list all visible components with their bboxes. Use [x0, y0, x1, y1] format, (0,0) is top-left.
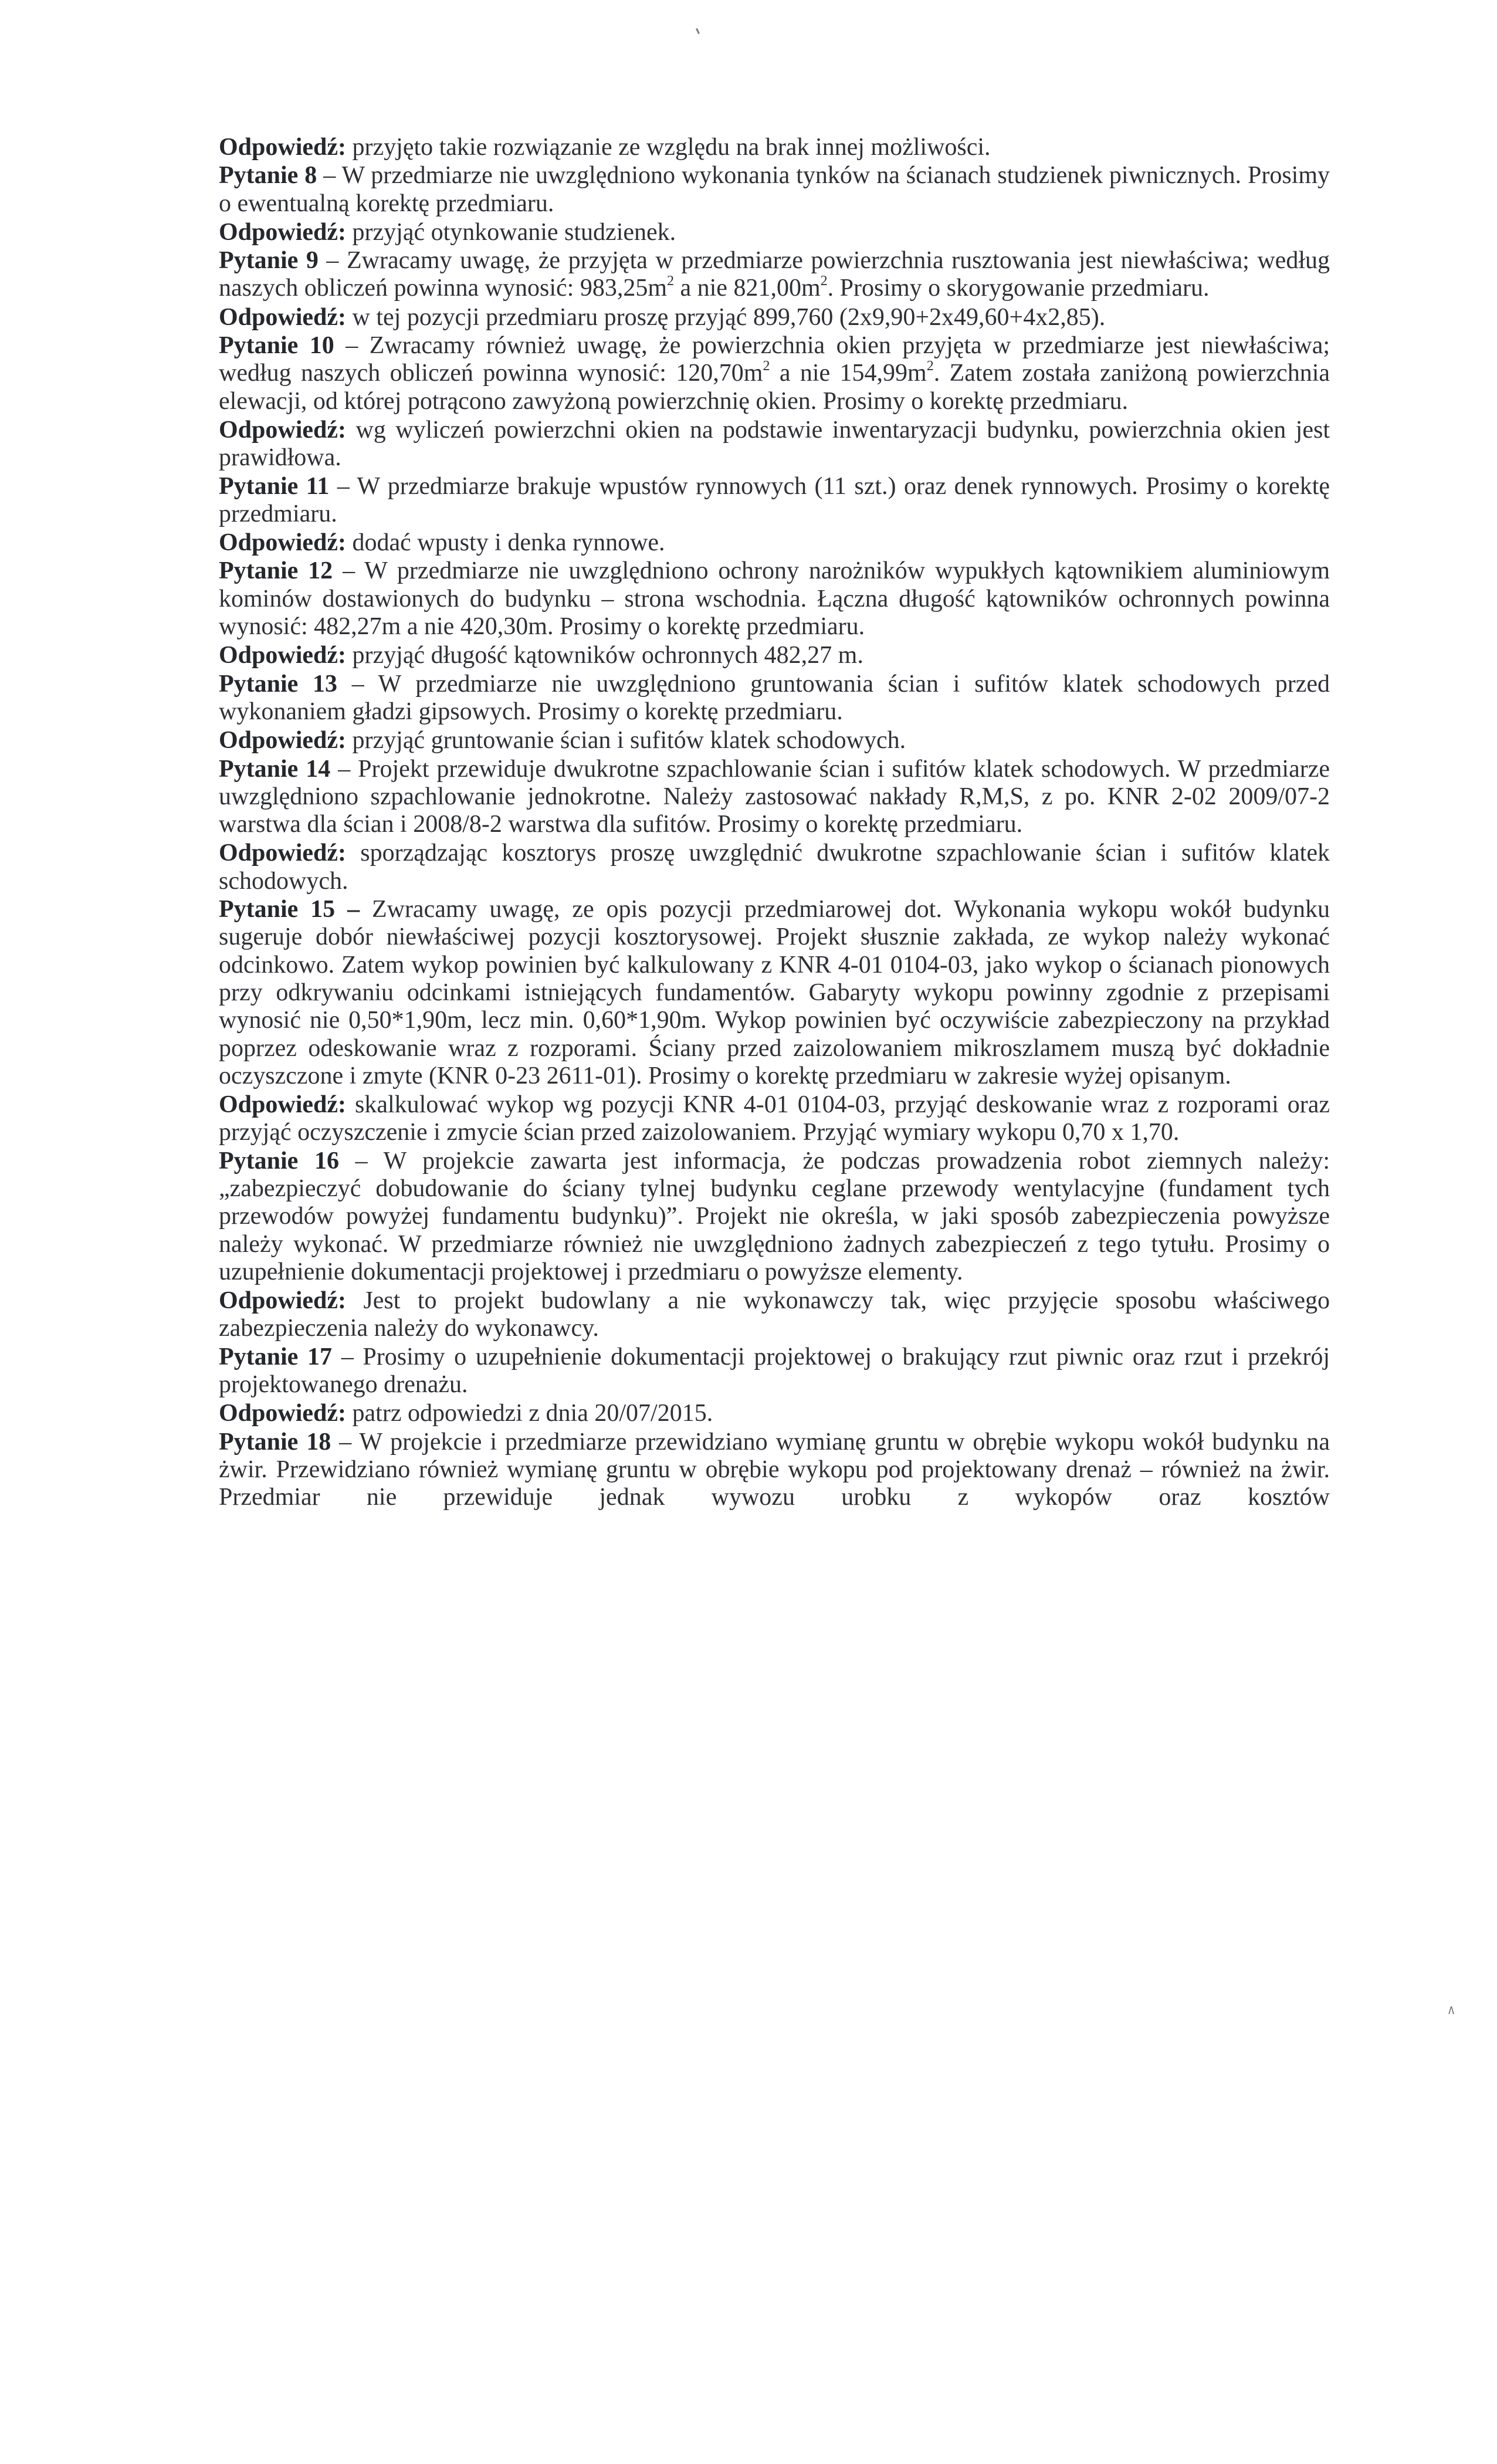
answer-text: przyjąć otynkowanie studzienek. — [346, 218, 676, 246]
scan-tick-mark — [696, 28, 700, 34]
answer-paragraph — [219, 134, 1330, 161]
question-label: Pytanie 15 – — [219, 896, 360, 923]
answer-text: przyjęto takie rozwiązanie ze względu na brak innej możliwości. — [346, 134, 991, 161]
answer-label: Odpowiedź: — [219, 1287, 347, 1315]
answer-text: przyjąć gruntowanie ścian i sufitów klatek schodowych. — [346, 727, 906, 754]
answer-label: Odpowiedź: — [219, 529, 347, 557]
question-text: . Prosimy o skorygowanie przedmiaru. — [827, 275, 1210, 302]
answer-label: Odpowiedź: — [219, 840, 347, 867]
answer-text: dodać wpusty i denka rynnowe. — [346, 529, 665, 557]
question-label: Pytanie 16 — [219, 1147, 339, 1175]
question-text: . Zatem została zaniżoną powierzchnia elewacji, od której potrącono zawyżoną powierzchnię okien. Prosimy o korektę przedmiaru. — [219, 360, 1330, 415]
question-paragraph-17 — [219, 1343, 1330, 1399]
answer-label: Odpowiedź: — [219, 218, 347, 246]
answer-label: Odpowiedź: — [219, 642, 347, 669]
answer-label: Odpowiedź: — [219, 134, 347, 161]
answer-paragraph — [219, 219, 1330, 246]
question-paragraph-13 — [219, 671, 1330, 726]
answer-label: Odpowiedź: — [219, 1091, 347, 1119]
question-label: Pytanie 11 — [219, 472, 330, 500]
answer-paragraph — [219, 304, 1330, 331]
answer-paragraph — [219, 1400, 1330, 1427]
question-label: Pytanie 13 — [219, 670, 338, 698]
answer-text: Jest to projekt budowlany a nie wykonawczy tak, więc przyjęcie sposobu właściwego zabezpieczenia należy do wykonawcy. — [219, 1287, 1330, 1342]
superscript: 2 — [926, 358, 934, 374]
answer-paragraph — [219, 1091, 1330, 1147]
question-paragraph-15 — [219, 896, 1330, 1090]
question-paragraph-16 — [219, 1148, 1330, 1286]
question-text: – W projekcie i przedmiarze przewidziano wymianę gruntu w obrębie wykopu wokół budynku na żwir. Przewidziano również wymianę gruntu w obrębie wykopu pod projektowany drenaż – również na żwir. Przedmiar nie przewiduje jednak wywozu urobku z wykopów oraz kosztów — [219, 1428, 1330, 1511]
answer-paragraph — [219, 727, 1330, 754]
question-text: – W przedmiarze nie uwzględniono gruntowania ścian i sufitów klatek schodowych przed wykonaniem gładzi gipsowych. Prosimy o korektę przedmiaru. — [219, 670, 1330, 725]
answer-paragraph — [219, 642, 1330, 669]
question-paragraph-10 — [219, 332, 1330, 415]
question-paragraph-11 — [219, 473, 1330, 529]
superscript: 2 — [667, 273, 674, 289]
answer-label: Odpowiedź: — [219, 1400, 347, 1427]
answer-text: skalkulować wykop wg pozycji KNR 4-01 0104-03, przyjąć deskowanie wraz z rozporami oraz przyjąć oczyszczenie i zmycie ścian przed zaizolowaniem. Przyjąć wymiary wykopu 0,70 x 1,70. — [219, 1091, 1330, 1146]
answer-text: przyjąć długość kątowników ochronnych 482,27 m. — [346, 642, 863, 669]
question-text: a nie 821,00m — [674, 275, 821, 302]
answer-text: sporządzając kosztorys proszę uwzględnić dwukrotne szpachlowanie ścian i sufitów klatek schodowych. — [219, 840, 1330, 895]
question-text: – W przedmiarze nie uwzględniono wykonania tynków na ścianach studzienek piwnicznych. Prosimy o ewentualną korektę przedmiaru. — [219, 162, 1330, 217]
superscript: 2 — [763, 358, 770, 374]
answer-paragraph — [219, 529, 1330, 557]
answer-text: wg wyliczeń powierzchni okien na podstawie inwentaryzacji budynku, powierzchnia okien jest prawidłowa. — [219, 416, 1330, 472]
question-text: – Prosimy o uzupełnienie dokumentacji projektowej o brakujący rzut piwnic oraz rzut i przekrój projektowanego drenażu. — [219, 1343, 1330, 1399]
question-label: Pytanie 10 — [219, 332, 334, 360]
question-text: – Zwracamy uwagę, że przyjęta w przedmiarze powierzchnia rusztowania jest niewłaściwa; według naszych obliczeń powinna wynosić: 983,25m — [219, 247, 1330, 302]
superscript: 2 — [820, 273, 828, 289]
answer-paragraph — [219, 417, 1330, 472]
answer-label: Odpowiedź: — [219, 727, 347, 754]
question-text: – Projekt przewiduje dwukrotne szpachlowanie ścian i sufitów klatek schodowych. W przedmiarze uwzględniono szpachlowanie jednokrotne. Należy zastosować nakłady R,M,S, z po. KNR 2-02 2009/07-2 warstwa dla ścian i 2008/8-2 warstwa dla sufitów. Prosimy o korektę przedmiaru. — [219, 755, 1330, 838]
answer-label: Odpowiedź: — [219, 303, 347, 331]
answer-text: patrz odpowiedzi z dnia 20/07/2015. — [346, 1400, 713, 1427]
answer-label: Odpowiedź: — [219, 416, 347, 444]
question-label: Pytanie 18 — [219, 1428, 331, 1456]
question-text: Zwracamy uwagę, ze opis pozycji przedmiarowej dot. Wykonania wykopu wokół budynku sugeruje dobór niewłaściwej pozycji kosztorysowej. Projekt słusznie zakłada, ze wykop należy wykonać odcinkowo. Zatem wykop powinien być kalkulowany z KNR 4-01 0104-03, jako wykop o ścianach pionowych przy odkrywaniu odcinkami istniejących fundamentów. Gabaryty wykopu powinny zgodnie z przepisami wynosić nie 0,50*1,90m, lecz min. 0,60*1,90m. Wykop powinien być oczywiście zabezpieczony na przykład poprzez odeskowanie wraz z rozporami. Ściany przed zaizolowaniem mikroszlamem muszą być dokładnie oczyszczone i zmyte (KNR 0-23 2611-01). Prosimy o korektę przedmiaru w zakresie wyżej opisanym. — [219, 896, 1330, 1089]
question-label: Pytanie 9 — [219, 247, 319, 275]
question-text: – Zwracamy również uwagę, że powierzchnia okien przyjęta w przedmiarze jest niewłaściwa; według naszych obliczeń powinna wynosić: 120,70m — [219, 332, 1330, 387]
question-text: a nie 154,99m — [770, 360, 927, 387]
question-label: Pytanie 12 — [219, 557, 333, 585]
question-text: – W przedmiarze brakuje wpustów rynnowych (11 szt.) oraz denek rynnowych. Prosimy o korektę przedmiaru. — [219, 472, 1330, 527]
question-paragraph-18 — [219, 1429, 1330, 1512]
question-paragraph-14 — [219, 756, 1330, 839]
answer-text: w tej pozycji przedmiaru proszę przyjąć 899,760 (2x9,90+2x49,60+4x2,85). — [346, 303, 1106, 331]
answer-paragraph — [219, 1287, 1330, 1343]
question-label: Pytanie 14 — [219, 755, 331, 783]
question-label: Pytanie 17 — [219, 1343, 333, 1370]
document-page — [219, 134, 1330, 1513]
answer-paragraph — [219, 840, 1330, 895]
question-text: – W przedmiarze nie uwzględniono ochrony narożników wypukłych kątownikiem aluminiowym kominów dostawionych do budynku – strona wschodnia. Łączna długość kątowników ochronnych powinna wynosić: 482,27m a nie 420,30m. Prosimy o korektę przedmiaru. — [219, 557, 1330, 641]
question-label: Pytanie 8 — [219, 162, 317, 189]
handwritten-corner-mark: ʌ — [1448, 2002, 1454, 2018]
question-paragraph-9 — [219, 247, 1330, 303]
question-paragraph-12 — [219, 557, 1330, 641]
question-text: – W projekcie zawarta jest informacja, że podczas prowadzenia robot ziemnych należy: „zabezpieczyć dobudowanie do ściany tylnej budynku ceglane przewody wentylacyjne (fundament tych przewodów powyżej fundamentu budynku)”. Projekt nie określa, w jaki sposób zabezpieczenia powyższe należy wykonać. W przedmiarze również nie uwzględniono żadnych zabezpieczeń z tego tytułu. Prosimy o uzupełnienie dokumentacji projektowej i przedmiaru o powyższe elementy. — [219, 1147, 1330, 1285]
question-paragraph-8 — [219, 162, 1330, 218]
